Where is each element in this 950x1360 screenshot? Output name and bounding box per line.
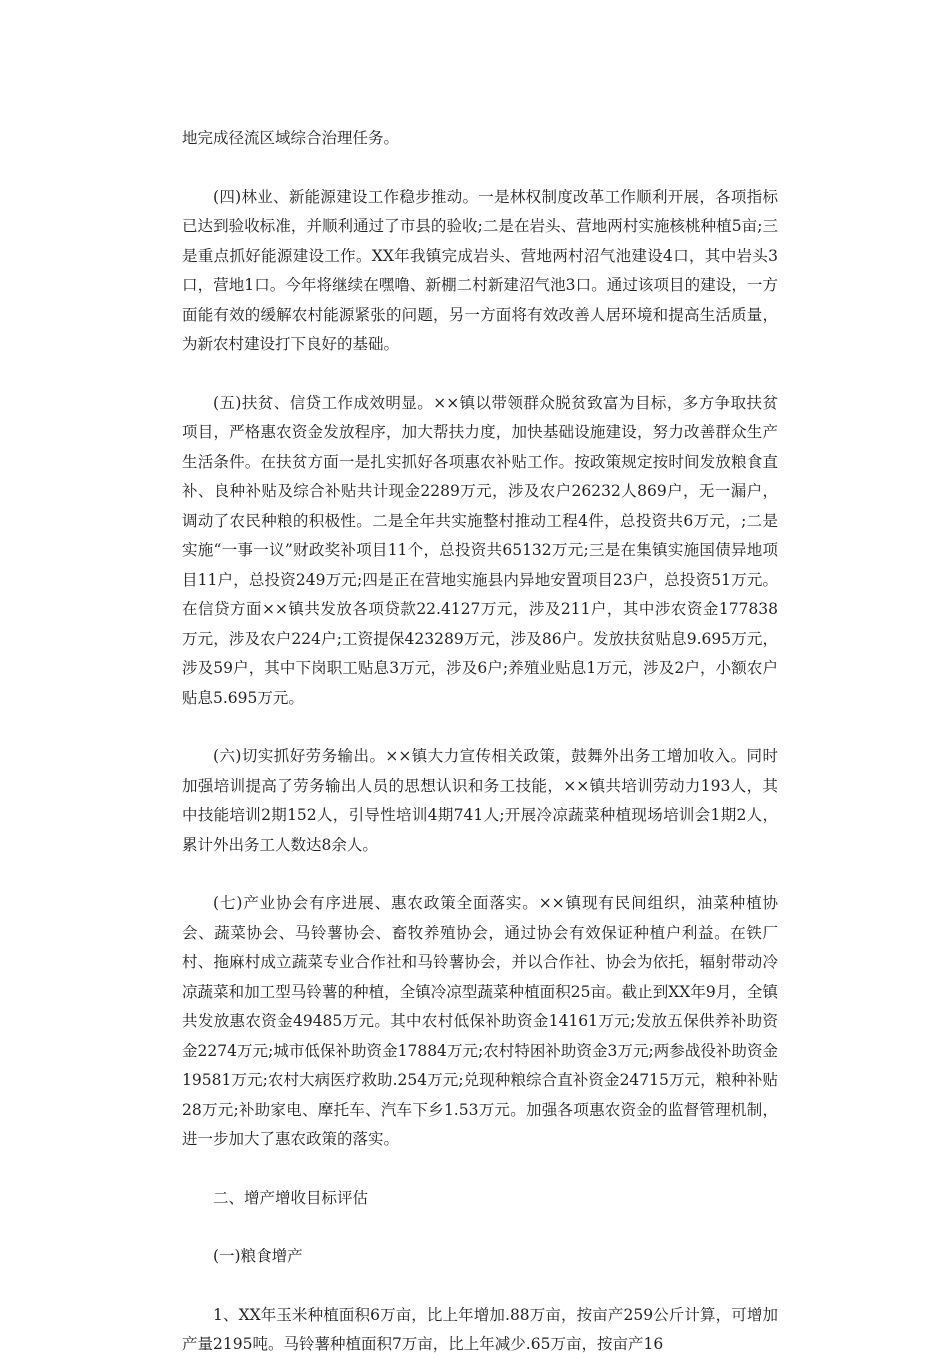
paragraph-labor-export: (六)切实抓好劳务输出。××镇大力宣传相关政策，鼓舞外出务工增加收入。同时加强培训提高了劳务输出人员的思想认识和务工技能，××镇共培训劳动力193人，其中技能培训2期152人，引导性培训4期741人;开展冷凉蔬菜种植现场培训会1期2人，累计外出务工人数达8余人。 xyxy=(182,747,778,854)
section-heading: 二、增产增收目标评估 xyxy=(213,1188,369,1207)
paragraph-forestry: (四)林业、新能源建设工作稳步推动。一是林权制度改革工作顺利开展，各项指标已达到验收标准，并顺利通过了市县的验收;二是在岩头、营地两村实施核桃种植5亩;三是重点抓好能源建设工作。XX年我镇完成岩头、营地两村沼气池建设4口，其中岩头3口，营地1口。今年将继续在嘿噜、新棚二村新建沼气池3口。通过该项目的建设，一方面能有效的缓解农村能源紧张的问题，另一方面将有效改善人居环境和提高生活质量，为新农村建设打下良好的基础。 xyxy=(182,187,778,353)
paragraph-poverty-credit: (五)扶贫、信贷工作成效明显。××镇以带领群众脱贫致富为目标，多方争取扶贫项目，严格惠农资金发放程序，加大帮扶力度，加快基础设施建设，努力改善群众生产生活条件。在扶贫方面一是扎实抓好各项惠农补贴工作。按政策规定按时间发放粮食直补、良种补贴及综合补贴共计现金2289万元，涉及农户26232人869户，无一漏户，调动了农民种粮的积极性。二是全年共实施整村推动工程4件，总投资共6万元，;二是实施“一事一议”财政奖补项目11个，总投资共65132万元;三是在集镇实施国债异地项目11户，总投资249万元;四是正在营地实施县内异地安置项目23户，总投资51万元。在信贷方面××镇共发放各项贷款22.4127万元，涉及211户，其中涉农资金177838万元，涉及农户224户;工资提保423289万元，涉及86户。发放扶贫贴息9.695万元，涉及59户，其中下岗职工贴息3万元，涉及6户;养殖业贴息1万元，涉及2户，小额农户贴息5.695万元。 xyxy=(182,393,778,707)
paragraph-industry-association: (七)产业协会有序进展、惠农政策全面落实。××镇现有民间组织，油菜种植协会、蔬菜协会、马铃薯协会、畜牧养殖协会，通过协会有效保证种植户利益。在铁厂村、拖麻村成立蔬菜专业合作社和马铃薯协会，并以合作社、协会为依托，辐射带动冷凉蔬菜和加工型马铃薯的种植，全镇冷凉型蔬菜种植面积25亩。截止到XX年9月，全镇共发放惠农资金49485万元。其中农村低保补助资金14161万元;发放五保供养补助资金2274万元;城市低保补助资金17884万元;农村特困补助资金3万元;两参战役补助资金19581万元;农村大病医疗救助.254万元;兑现种粮综合直补资金24715万元，粮种补贴28万元;补助家电、摩托车、汽车下乡1.53万元。加强各项惠农资金的监督管理机制，进一步加大了惠农政策的落实。 xyxy=(182,894,778,1148)
subsection-heading: (一)粮食增产 xyxy=(213,1247,303,1265)
paragraph-grain-output: 1、XX年玉米种植面积6万亩，比上年增加.88万亩，按亩产259公斤计算，可增加产量2195吨。马铃薯种植面积7万亩，比上年减少.65万亩，按亩产16 xyxy=(182,1305,778,1353)
document-body xyxy=(182,124,778,1360)
paragraph-continuation: 地完成径流区域综合治理任务。 xyxy=(182,129,400,147)
